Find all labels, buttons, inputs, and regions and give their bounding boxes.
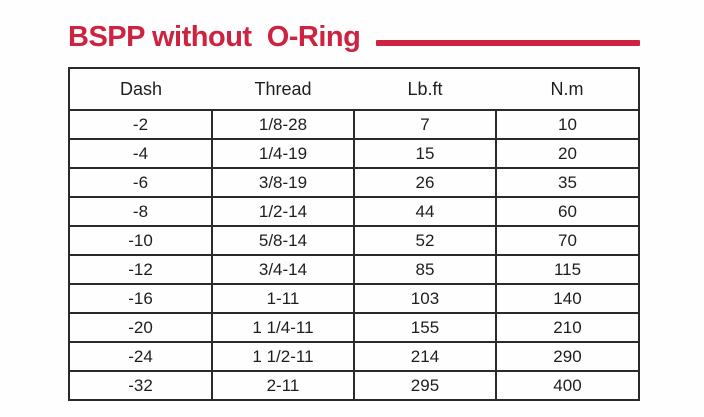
table-cell: 400 <box>496 371 639 400</box>
table-cell: 140 <box>496 284 639 313</box>
table-cell: 115 <box>496 255 639 284</box>
column-header-nm: N.m <box>496 68 639 110</box>
table-cell: -10 <box>69 226 212 255</box>
table-row <box>69 371 639 400</box>
table-row <box>69 168 639 197</box>
page-title: BSPP without O-Ring <box>68 21 361 53</box>
table-cell: -6 <box>69 168 212 197</box>
table-cell: 210 <box>496 313 639 342</box>
table-row <box>69 110 639 139</box>
table-cell: 1-11 <box>212 284 354 313</box>
table-cell: 103 <box>354 284 496 313</box>
table-row <box>69 313 639 342</box>
table-cell: 15 <box>354 139 496 168</box>
table-cell: -16 <box>69 284 212 313</box>
table-row <box>69 226 639 255</box>
table-row <box>69 342 639 371</box>
table-cell: -24 <box>69 342 212 371</box>
table-cell: 1/4-19 <box>212 139 354 168</box>
table-row <box>69 197 639 226</box>
table-cell: 1 1/4-11 <box>212 313 354 342</box>
table-cell: 26 <box>354 168 496 197</box>
table-cell: -20 <box>69 313 212 342</box>
title-divider-line <box>376 40 640 46</box>
table-row <box>69 255 639 284</box>
table-row <box>69 139 639 168</box>
table-cell: 1/2-14 <box>212 197 354 226</box>
table-header-row <box>69 68 639 110</box>
table-cell: 20 <box>496 139 639 168</box>
bspp-torque-table <box>68 67 640 401</box>
table-cell: 1/8-28 <box>212 110 354 139</box>
table-cell: -32 <box>69 371 212 400</box>
title-row <box>68 23 640 52</box>
table-cell: 5/8-14 <box>212 226 354 255</box>
table-header <box>69 68 639 110</box>
table-cell: 295 <box>354 371 496 400</box>
table-cell: 60 <box>496 197 639 226</box>
table-cell: 290 <box>496 342 639 371</box>
table-cell: 70 <box>496 226 639 255</box>
column-header-thread: Thread <box>212 68 354 110</box>
table-cell: 85 <box>354 255 496 284</box>
table-body <box>69 110 639 400</box>
table-cell: 10 <box>496 110 639 139</box>
table-row <box>69 284 639 313</box>
table-cell: -12 <box>69 255 212 284</box>
table-cell: 1 1/2-11 <box>212 342 354 371</box>
column-header-lbft: Lb.ft <box>354 68 496 110</box>
table-cell: 7 <box>354 110 496 139</box>
table-cell: 3/8-19 <box>212 168 354 197</box>
table-cell: 2-11 <box>212 371 354 400</box>
table-cell: 155 <box>354 313 496 342</box>
table-cell: 35 <box>496 168 639 197</box>
table-cell: 44 <box>354 197 496 226</box>
table-cell: 214 <box>354 342 496 371</box>
table-cell: 3/4-14 <box>212 255 354 284</box>
table-cell: -4 <box>69 139 212 168</box>
table-cell: 52 <box>354 226 496 255</box>
column-header-dash: Dash <box>69 68 212 110</box>
table-cell: -2 <box>69 110 212 139</box>
table-cell: -8 <box>69 197 212 226</box>
